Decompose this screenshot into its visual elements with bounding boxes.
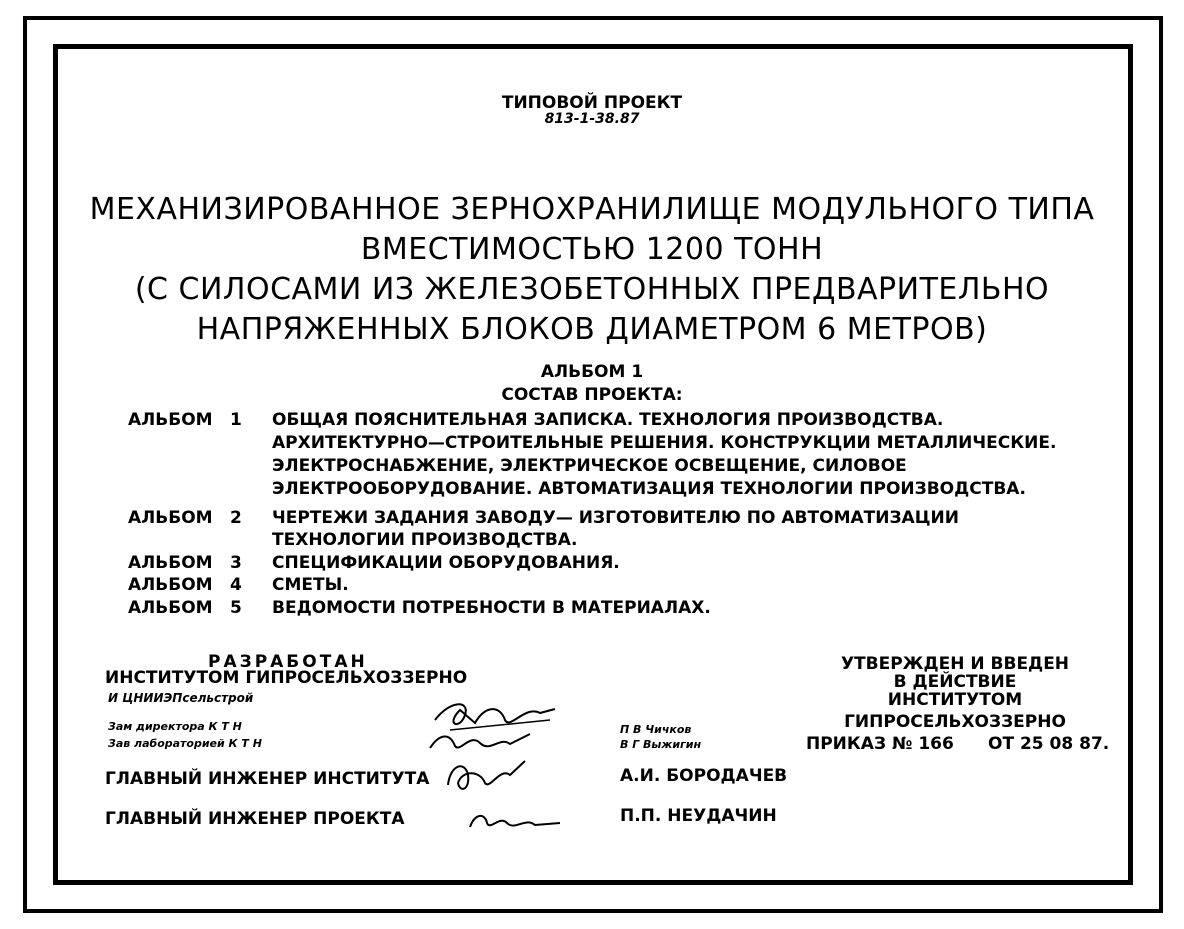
album-label: АЛЬБОМ <box>128 553 213 573</box>
album-line: ЧЕРТЕЖИ ЗАДАНИЯ ЗАВОДУ— ИЗГОТОВИТЕЛЮ ПО АВТОМАТИЗАЦИИ <box>272 508 959 528</box>
album-line: ЭЛЕКТРОСНАБЖЕНИЕ, ЭЛЕКТРИЧЕСКОЕ ОСВЕЩЕНИЕ, СИЛОВОЕ <box>272 456 907 476</box>
title-line-2: ВМЕСТИМОСТЬЮ 1200 ТОНН <box>360 232 824 267</box>
album-current: АЛЬБОМ 1 <box>540 362 644 382</box>
title-line-4: НАПРЯЖЕННЫХ БЛОКОВ ДИАМЕТРОМ 6 МЕТРОВ) <box>196 312 988 347</box>
composition-heading: СОСТАВ ПРОЕКТА: <box>501 385 683 405</box>
album-label: АЛЬБОМ <box>128 410 213 430</box>
title-line-1: МЕХАНИЗИРОВАННОЕ ЗЕРНОХРАНИЛИЩЕ МОДУЛЬНОГО ТИПА <box>89 192 1095 227</box>
album-line: ЭЛЕКТРООБОРУДОВАНИЕ. АВТОМАТИЗАЦИЯ ТЕХНОЛОГИИ ПРОИЗВОДСТВА. <box>272 479 1026 499</box>
approved-line-3: ИНСТИТУТОМ <box>887 690 1023 710</box>
order-number: ПРИКАЗ № 166 <box>806 734 954 754</box>
signature-borodachev <box>440 755 530 795</box>
album-number: 5 <box>230 598 242 618</box>
signature-vyzhigin <box>425 728 535 756</box>
developed-institute-2: И ЦНИИЭПсельстрой <box>108 691 254 705</box>
album-label: АЛЬБОМ <box>128 598 213 618</box>
signature-neudachin <box>465 805 565 835</box>
chief-engineer-project-name: П.П. НЕУДАЧИН <box>620 806 777 826</box>
developed-institute: ИНСТИТУТОМ ГИПРОСЕЛЬХОЗЗЕРНО <box>105 668 468 688</box>
album-line: СМЕТЫ. <box>272 575 349 595</box>
album-line: ТЕХНОЛОГИИ ПРОИЗВОДСТВА. <box>272 530 578 550</box>
album-number: 2 <box>230 508 242 528</box>
approved-line-1: УТВЕРЖДЕН И ВВЕДЕН <box>840 654 1070 674</box>
album-number: 3 <box>230 553 242 573</box>
album-number: 1 <box>230 410 242 430</box>
name-vyzhigin: В Г Выжигин <box>620 738 702 751</box>
album-line: АРХИТЕКТУРНО—СТРОИТЕЛЬНЫЕ РЕШЕНИЯ. КОНСТРУКЦИИ МЕТАЛЛИЧЕСКИЕ. <box>272 433 1057 453</box>
project-code: 813-1-38.87 <box>544 111 640 127</box>
role-lab-head: Зав лабораторией К Т Н <box>108 737 262 750</box>
developed-heading: РАЗРАБОТАН <box>208 652 368 672</box>
album-label: АЛЬБОМ <box>128 508 213 528</box>
name-chichkov: П В Чичков <box>620 723 692 736</box>
chief-engineer-institute-label: ГЛАВНЫЙ ИНЖЕНЕР ИНСТИТУТА <box>105 769 430 789</box>
chief-engineer-project-label: ГЛАВНЫЙ ИНЖЕНЕР ПРОЕКТА <box>105 809 405 829</box>
role-deputy-director: Зам директора К Т Н <box>108 720 242 733</box>
album-line: ВЕДОМОСТИ ПОТРЕБНОСТИ В МАТЕРИАЛАХ. <box>272 598 711 618</box>
project-type: ТИПОВОЙ ПРОЕКТ <box>501 93 683 113</box>
album-line: СПЕЦИФИКАЦИИ ОБОРУДОВАНИЯ. <box>272 553 620 573</box>
title-line-3: (С СИЛОСАМИ ИЗ ЖЕЛЕЗОБЕТОННЫХ ПРЕДВАРИТЕЛЬНО <box>134 272 1050 307</box>
order-date: ОТ 25 08 87. <box>988 734 1110 754</box>
chief-engineer-institute-name: А.И. БОРОДАЧЕВ <box>620 766 788 786</box>
album-label: АЛЬБОМ <box>128 575 213 595</box>
album-number: 4 <box>230 575 242 595</box>
approved-line-2: В ДЕЙСТВИЕ <box>893 672 1017 692</box>
approved-line-4: ГИПРОСЕЛЬХОЗЗЕРНО <box>844 712 1066 732</box>
album-line: ОБЩАЯ ПОЯСНИТЕЛЬНАЯ ЗАПИСКА. ТЕХНОЛОГИЯ ПРОИЗВОДСТВА. <box>272 410 944 430</box>
